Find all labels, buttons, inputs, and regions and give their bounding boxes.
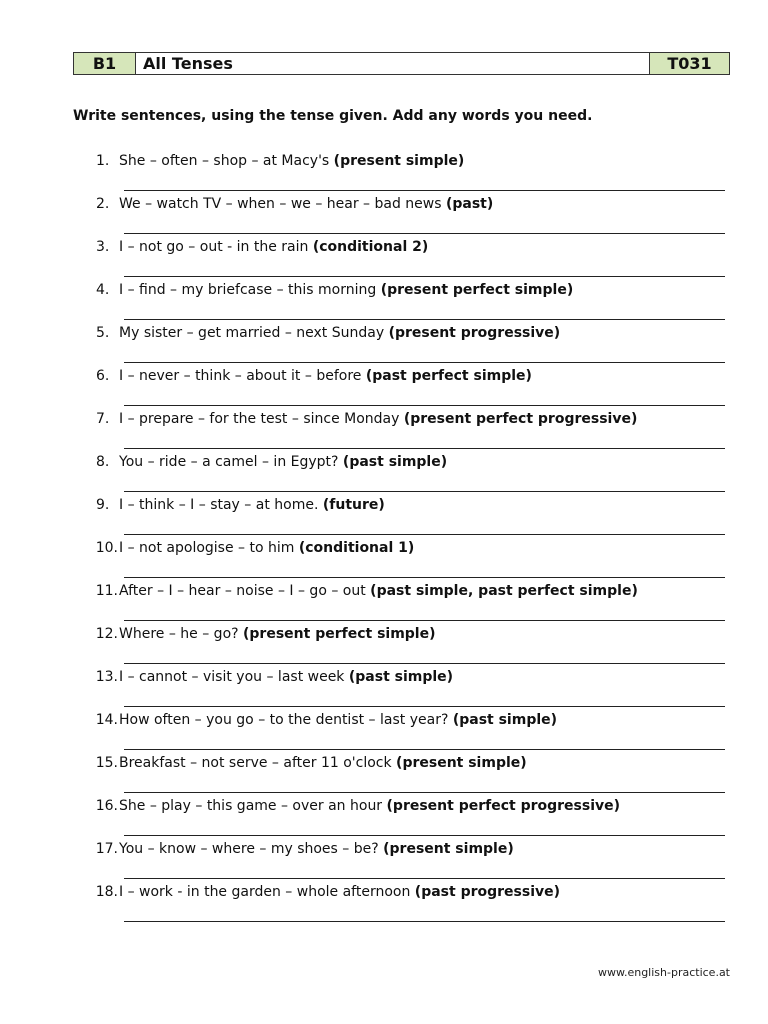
instructions: Write sentences, using the tense given. Add any words you need. — [73, 108, 593, 124]
item-text: I – work - in the garden – whole afternoon — [119, 884, 415, 900]
item-number: 3. — [96, 239, 110, 255]
item-text: You – ride – a camel – in Egypt? — [119, 454, 343, 470]
item-text: My sister – get married – next Sunday — [119, 325, 389, 341]
answer-line[interactable] — [124, 749, 725, 750]
exercise-item — [0, 754, 768, 797]
exercise-list — [0, 152, 768, 926]
answer-line[interactable] — [124, 577, 725, 578]
item-prompt — [119, 712, 557, 728]
item-tense: (future) — [322, 497, 385, 513]
item-number: 14. — [95, 712, 118, 728]
item-tense: (past perfect simple) — [365, 368, 532, 384]
item-prompt — [119, 583, 638, 599]
item-tense: (present perfect progressive) — [386, 798, 621, 814]
item-number: 1. — [96, 153, 110, 169]
item-number: 13. — [95, 669, 118, 685]
item-tense: (present simple) — [333, 153, 465, 169]
item-number: 6. — [96, 368, 110, 384]
answer-line[interactable] — [124, 878, 725, 879]
item-tense: (past simple) — [348, 669, 454, 685]
item-tense: (conditional 2) — [312, 239, 429, 255]
item-prompt — [119, 540, 414, 556]
exercise-item — [0, 238, 768, 281]
answer-line[interactable] — [124, 792, 725, 793]
item-number: 17. — [95, 841, 118, 857]
item-number: 18. — [95, 884, 118, 900]
title-cell: All Tenses — [136, 53, 650, 74]
exercise-item — [0, 410, 768, 453]
answer-line[interactable] — [124, 233, 725, 234]
item-text: After – I – hear – noise – I – go – out — [119, 583, 371, 599]
exercise-item — [0, 324, 768, 367]
item-tense: (past simple, past perfect simple) — [370, 583, 638, 599]
item-tense: (conditional 1) — [298, 540, 415, 556]
item-text: I – prepare – for the test – since Monday — [119, 411, 404, 427]
exercise-item — [0, 840, 768, 883]
item-text: You – know – where – my shoes – be? — [119, 841, 384, 857]
item-tense: (present progressive) — [388, 325, 561, 341]
exercise-item — [0, 582, 768, 625]
item-text: How often – you go – to the dentist – last year? — [119, 712, 453, 728]
item-prompt — [119, 626, 436, 642]
item-tense: (present simple) — [396, 755, 527, 771]
item-tense: (present perfect simple) — [380, 282, 574, 298]
item-text: I – not apologise – to him — [119, 540, 299, 556]
item-tense: (present perfect progressive) — [403, 411, 638, 427]
item-number: 16. — [95, 798, 118, 814]
answer-line[interactable] — [124, 620, 725, 621]
item-number: 2. — [96, 196, 110, 212]
item-prompt — [119, 798, 620, 814]
item-number: 8. — [96, 454, 110, 470]
answer-line[interactable] — [124, 835, 725, 836]
item-number: 11. — [95, 583, 118, 599]
exercise-item — [0, 625, 768, 668]
item-prompt — [119, 325, 560, 341]
footer-url: www.english-practice.at — [597, 966, 730, 979]
item-tense: (present perfect simple) — [243, 626, 436, 642]
item-number: 12. — [95, 626, 118, 642]
item-tense: (present simple) — [383, 841, 514, 857]
item-number: 5. — [96, 325, 110, 341]
item-prompt — [119, 841, 514, 857]
answer-line[interactable] — [124, 448, 725, 449]
item-prompt — [119, 239, 428, 255]
answer-line[interactable] — [124, 921, 725, 922]
worksheet-header — [73, 52, 730, 75]
answer-line[interactable] — [124, 190, 725, 191]
exercise-item — [0, 367, 768, 410]
item-tense: (past simple) — [342, 454, 448, 470]
item-text: She – often – shop – at Macy's — [119, 153, 334, 169]
item-number: 9. — [96, 497, 110, 513]
item-number: 15. — [95, 755, 118, 771]
answer-line[interactable] — [124, 405, 725, 406]
item-number: 4. — [96, 282, 110, 298]
answer-line[interactable] — [124, 706, 725, 707]
item-prompt — [119, 196, 493, 212]
item-number: 10. — [95, 540, 118, 556]
answer-line[interactable] — [124, 319, 725, 320]
item-tense: (past) — [445, 196, 494, 212]
answer-line[interactable] — [124, 663, 725, 664]
item-text: I – cannot – visit you – last week — [119, 669, 349, 685]
item-prompt — [119, 669, 453, 685]
item-prompt — [119, 411, 637, 427]
item-prompt — [119, 755, 527, 771]
level-cell: B1 — [74, 53, 136, 74]
exercise-item — [0, 152, 768, 195]
item-text: I – find – my briefcase – this morning — [119, 282, 381, 298]
item-text: Breakfast – not serve – after 11 o'clock — [119, 755, 397, 771]
exercise-item — [0, 539, 768, 582]
answer-line[interactable] — [124, 491, 725, 492]
item-tense: (past progressive) — [414, 884, 561, 900]
item-prompt — [119, 884, 560, 900]
exercise-item — [0, 496, 768, 539]
item-text: She – play – this game – over an hour — [119, 798, 387, 814]
exercise-item — [0, 453, 768, 496]
item-number: 7. — [96, 411, 110, 427]
answer-line[interactable] — [124, 534, 725, 535]
code-cell: T031 — [650, 53, 729, 74]
exercise-item — [0, 668, 768, 711]
exercise-item — [0, 281, 768, 324]
item-text: Where – he – go? — [119, 626, 244, 642]
item-prompt — [119, 153, 464, 169]
item-text: I – not go – out - in the rain — [119, 239, 313, 255]
item-text: I – never – think – about it – before — [119, 368, 366, 384]
item-tense: (past simple) — [452, 712, 558, 728]
item-text: I – think – I – stay – at home. — [119, 497, 323, 513]
item-prompt — [119, 282, 573, 298]
item-prompt — [119, 497, 385, 513]
exercise-item — [0, 195, 768, 238]
answer-line[interactable] — [124, 276, 725, 277]
item-text: We – watch TV – when – we – hear – bad news — [119, 196, 446, 212]
item-prompt — [119, 454, 447, 470]
item-prompt — [119, 368, 532, 384]
exercise-item — [0, 883, 768, 926]
answer-line[interactable] — [124, 362, 725, 363]
exercise-item — [0, 711, 768, 754]
exercise-item — [0, 797, 768, 840]
